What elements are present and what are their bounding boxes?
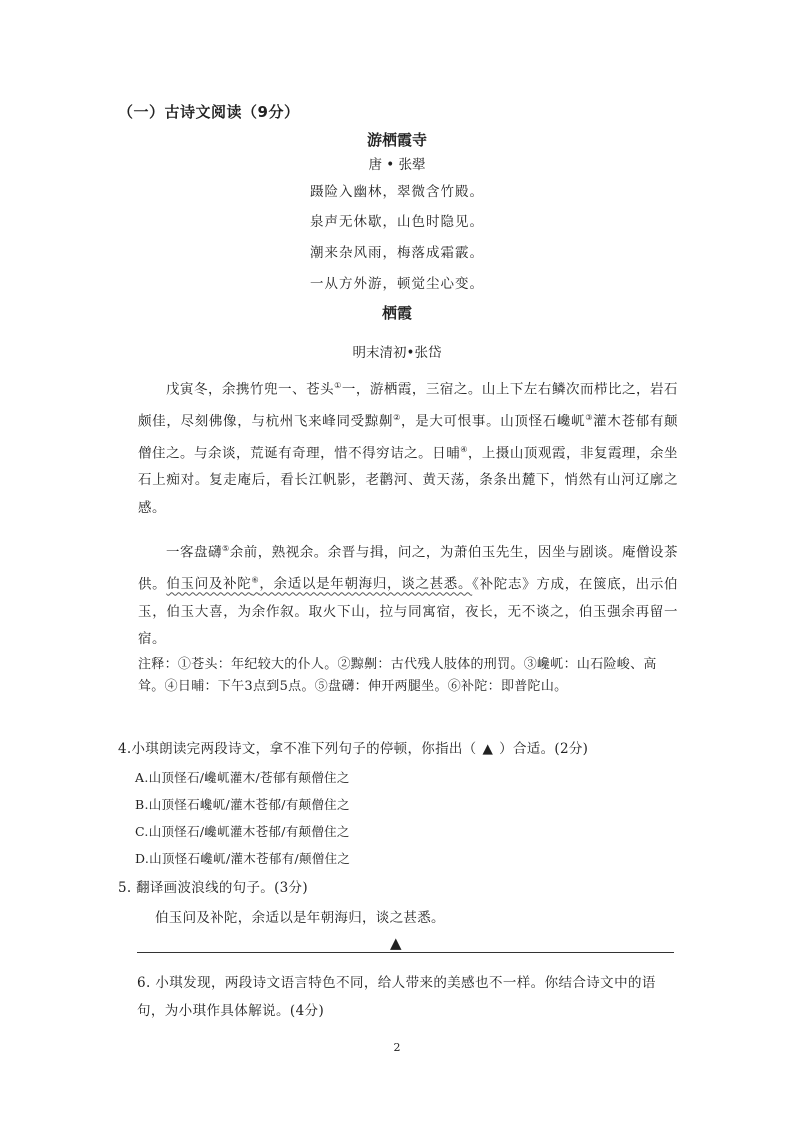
- answer-blank-mark: ▲: [482, 741, 494, 757]
- answer-line: [137, 952, 674, 953]
- page-number: 2: [393, 1041, 401, 1054]
- poem-line: 一从方外游，顿觉尘心变。: [310, 276, 484, 292]
- prose-paragraph-2: 一客盘礴⑤余前，熟视余。余晋与揖，问之，为萧伯玉先生，因坐与剧谈。庵僧设茶供。伯玉问及补陀⑥，余适以是年朝海归，谈之甚悉。《补陀志》方成，在箧底，出示伯玉，伯玉大喜，为余作叙。取火下山，拉与同寓宿，夜长，无不谈之，伯玉强余再留一宿。: [138, 544, 679, 647]
- annotations: 注释：①苍头：年纪较大的仆人。②黥劓：古代残人肢体的刑罚。③巉屼：山石险峻、高耸。④日晡：下午3点到5点。⑤盘礴：伸开两腿坐。⑥补陀：即普陀山。: [138, 657, 657, 694]
- poem-line: 蹑险入幽林，翠微含竹殿。: [310, 184, 484, 200]
- poem-author: 唐 • 张翚: [368, 157, 426, 173]
- question-5-sentence: 伯玉问及补陀，余适以是年朝海归，谈之甚悉。: [155, 910, 445, 926]
- answer-triangle-mark: ▲: [390, 934, 402, 952]
- wavy-underlined-sentence: 伯玉问及补陀⑥，余适以是年朝海归，谈之甚悉。: [166, 575, 473, 593]
- question-6: 6. 小琪发现，两段诗文语言特色不同，给人带来的美感也不一样。你结合诗文中的语句，为小琪作具体解说。(4分): [137, 975, 656, 1019]
- option-b: B.山顶怪石巉屼/灌木苍郁/有颠僧住之: [135, 797, 350, 812]
- prose-paragraph-1: 戊寅冬，余携竹兜一、苍头①一，游栖霞，三宿之。山上下左右鳞次而栉比之，岩石颇佳，尽刻佛像，与杭州飞来峰同受黥劓②，是大可恨事。山顶怪石巉屼③灌木苍郁有颠僧住之。与余谈，荒诞有奇理，惜不得穷诘之。日晡④，上摄山顶观霞，非复霞理，余坐石上痴对。复走庵后，看长江帆影，老鹳河、黄天荡，条条出麓下，悄然有山河辽廓之感。: [138, 381, 679, 516]
- option-c: C.山顶怪石/巉屼灌木苍郁/有颠僧住之: [135, 824, 350, 839]
- question-5-stem: 5. 翻译画波浪线的句子。(3分): [118, 880, 308, 896]
- section-title: （一）古诗文阅读（9分）: [118, 103, 300, 121]
- poem-title: 游栖霞寺: [366, 131, 427, 149]
- question-4-stem: 4.小琪朗读完两段诗文，拿不准下列句子的停顿，你指出（ ▲ ）合适。(2分): [118, 741, 589, 757]
- poem-line: 潮来杂风雨，梅落成霜霰。: [310, 245, 484, 261]
- prose-title: 栖霞: [381, 304, 412, 322]
- option-a: A.山顶怪石/巉屼灌木/苍郁有颠僧住之: [135, 770, 350, 785]
- prose-author: 明末清初•张岱: [352, 345, 442, 361]
- poem-line: 泉声无休歇，山色时隐见。: [310, 214, 484, 230]
- option-d: D.山顶怪石巉屼/灌木苍郁有/颠僧住之: [135, 851, 351, 866]
